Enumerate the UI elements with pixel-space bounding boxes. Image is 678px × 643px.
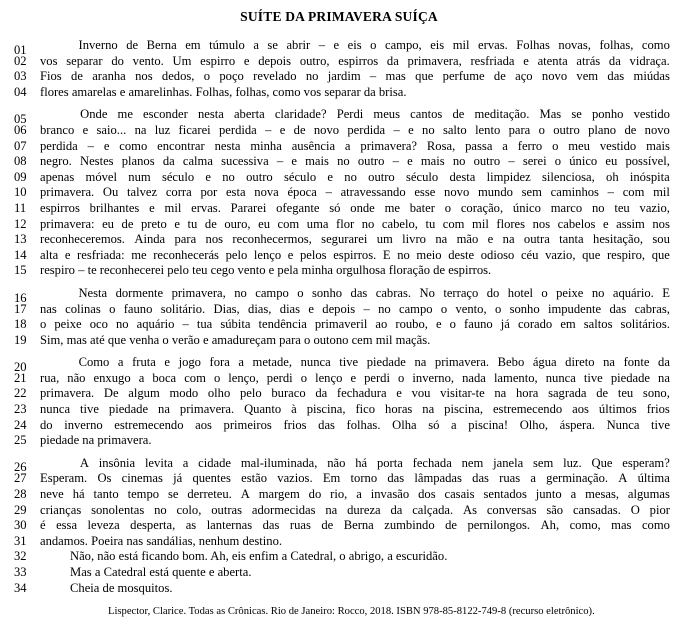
paragraph-gap bbox=[0, 449, 678, 456]
line-number: 12 bbox=[14, 216, 27, 231]
line-text: negro. Nestes planos da calma sucessiva – e mais no outro – e mais no outro – serei o único eu possível, bbox=[40, 154, 670, 169]
text-line bbox=[0, 534, 678, 550]
line-number: 24 bbox=[14, 417, 27, 432]
text-line bbox=[0, 263, 678, 279]
page-title: SUÍTE DA PRIMAVERA SUÍÇA bbox=[240, 9, 438, 24]
line-number: 09 bbox=[14, 169, 27, 184]
text-line bbox=[0, 317, 678, 333]
paragraph-gap bbox=[0, 348, 678, 355]
paragraph-indent bbox=[40, 456, 70, 472]
line-number: 28 bbox=[14, 487, 27, 502]
text-line bbox=[0, 54, 678, 70]
line-text: Nesta dormente primavera, no campo o sonho das cabras. No terraço do hotel o peixe no aquário. E bbox=[40, 286, 670, 302]
line-text: Mas a Catedral está quente e aberta. bbox=[70, 565, 252, 579]
line-text: A insônia levita a cidade mal-iluminada, não há porta fechada nem janela sem luz. Que esperam? bbox=[40, 456, 670, 472]
text-line bbox=[0, 123, 678, 139]
text-line bbox=[0, 386, 678, 402]
text-line bbox=[0, 201, 678, 217]
line-text: Inverno de Berna em túmulo a se abrir – e eis o campo, eis mil ervas. Folhas novas, folhas, como bbox=[40, 38, 670, 54]
text-line bbox=[0, 69, 678, 85]
text-line bbox=[0, 565, 678, 581]
line-text: Não, não está ficando bom. Ah, eis enfim a Catedral, o abrigo, a escuridão. bbox=[70, 549, 448, 564]
text-line bbox=[0, 418, 678, 434]
line-number: 21 bbox=[14, 370, 27, 385]
text-line bbox=[0, 549, 678, 565]
line-number: 11 bbox=[14, 200, 27, 215]
text-line bbox=[0, 455, 678, 475]
text-line bbox=[0, 503, 678, 519]
line-number: 23 bbox=[14, 402, 27, 417]
line-number: 02 bbox=[14, 53, 27, 68]
line-number: 22 bbox=[14, 386, 27, 401]
text-line bbox=[0, 371, 678, 387]
line-number: 01 bbox=[14, 42, 27, 57]
text-line bbox=[0, 248, 678, 264]
line-number: 08 bbox=[14, 154, 27, 169]
line-number: 31 bbox=[14, 533, 27, 548]
line-text: Sim, mas até que venha o verão e amadureçam para o outono cem mil maçãs. bbox=[40, 332, 431, 347]
line-number: 27 bbox=[14, 471, 27, 486]
line-text: Como a fruta e jogo fora a metade, nunca tive piedade na primavera. Bebo água direto na fonte da bbox=[40, 355, 670, 371]
line-text: vos separar do vento. Um espirro e depois outro, espirros da primavera, resfriada e atenta atrás da vidraça. bbox=[40, 53, 670, 68]
line-text: nunca tive piedade na primavera. Quanto à piscina, fico horas na piscina, estremecendo aos últimos frios bbox=[40, 402, 670, 417]
line-text: respiro – te reconhecerei pelo teu cego vento e pela minha orgulhosa floração de espirros. bbox=[40, 263, 492, 278]
line-text: Onde me esconder nesta aberta claridade? Perdi meus cantos de meditação. Mas se ponho vestido bbox=[40, 107, 670, 123]
text-line bbox=[0, 518, 678, 534]
text-line bbox=[0, 185, 678, 201]
text-line bbox=[0, 170, 678, 186]
line-number: 26 bbox=[14, 460, 27, 475]
line-number: 10 bbox=[14, 185, 27, 200]
line-number: 17 bbox=[14, 301, 27, 316]
text-line bbox=[0, 433, 678, 449]
line-text: flores amarelas e amarelinhas. Folhas, folhas, como vos separar da brisa. bbox=[40, 84, 407, 99]
line-number: 16 bbox=[14, 290, 27, 305]
line-number: 07 bbox=[14, 138, 27, 153]
line-text: branco e saio... na luz ficarei perdida – e de novo perdida – e no salto lento para o outro plano de novo bbox=[40, 122, 670, 137]
line-text: espirros brilhantes e mil ervas. Pararei ofegante só onde me bater o coração, único marco no teu vazio, bbox=[40, 200, 670, 215]
line-number: 06 bbox=[14, 122, 27, 137]
line-number: 15 bbox=[14, 263, 27, 278]
line-number: 03 bbox=[14, 69, 27, 84]
text-line bbox=[0, 487, 678, 503]
line-number: 18 bbox=[14, 317, 27, 332]
text-line bbox=[0, 38, 678, 57]
line-number: 14 bbox=[14, 247, 27, 262]
line-text: primavera. Ou talvez corra por esta nova época – atravessando esse novo mundo sem caminhos – com mil bbox=[40, 185, 670, 200]
line-number: 19 bbox=[14, 332, 27, 347]
line-text: Cheia de mosquitos. bbox=[70, 580, 173, 595]
text-line bbox=[0, 85, 678, 101]
text-line bbox=[0, 139, 678, 155]
text-line bbox=[0, 217, 678, 233]
line-text: Fios de aranha nos dedos, o poço revelado no jardim – mas que perfume de aço novo vem das miúdas bbox=[40, 69, 670, 84]
document-page bbox=[0, 8, 678, 643]
line-text: do inverno estremecendo aos primeiros frios das folhas. Olha só a piscina! Olho, áspera. Nunca tive bbox=[40, 417, 670, 432]
text-body bbox=[0, 38, 678, 596]
line-number: 05 bbox=[14, 111, 27, 126]
paragraph-indent bbox=[40, 286, 70, 302]
text-line bbox=[0, 285, 678, 305]
line-text: crianças sonolentas no colo, outras adormecidas na dureza da calçada. As conversas são cansadas. O pior bbox=[40, 502, 670, 517]
text-line bbox=[0, 302, 678, 318]
line-number: 04 bbox=[14, 84, 27, 99]
paragraph-gap bbox=[0, 279, 678, 286]
line-number: 34 bbox=[14, 580, 27, 595]
text-line bbox=[0, 471, 678, 487]
paragraph-indent bbox=[40, 107, 70, 123]
line-text: o peixe oco no aquário – tua súbita tendência primaveril ao roubo, e o fauno já corado em saltos solitários. bbox=[40, 317, 670, 332]
text-line bbox=[0, 402, 678, 418]
line-number: 29 bbox=[14, 502, 27, 517]
text-line bbox=[0, 581, 678, 597]
text-line bbox=[0, 333, 678, 349]
line-text: reconheceremos. Ainda para nos reconhecermos, segurarei um livro na mão e na outra tanta hesitação, sou bbox=[40, 232, 670, 247]
paragraph-indent bbox=[40, 38, 70, 54]
line-number: 33 bbox=[14, 565, 27, 579]
line-number: 20 bbox=[14, 359, 27, 374]
line-text: nas colinas o fauno solitário. Dias, dias, dias e depois – no campo o vento, o sonho impudente das cabras, bbox=[40, 301, 670, 316]
source-citation: Lispector, Clarice. Todas as Crônicas. Rio de Janeiro: Rocco, 2018. ISBN 978-85-8122-749-8 (recurso eletrônico). bbox=[108, 606, 595, 618]
line-number: 13 bbox=[14, 232, 27, 247]
text-line bbox=[0, 232, 678, 248]
line-text: alta e resfriada: me reconhecerás pelo lenço e pelos espirros. E no meio deste odioso céu vazio, que respiro, que bbox=[40, 247, 670, 262]
text-line bbox=[0, 154, 678, 170]
line-text: Esperam. Os cinemas já quentes estão vazios. Em torno das lâmpadas das ruas a germinação. A última bbox=[40, 471, 670, 486]
line-text: primavera. De algum modo olho pelo buraco da fechadura e vou visitar-te na hora sagrada de teu sono, bbox=[40, 386, 670, 401]
line-text: primavera: eu de preto e tu de ouro, eu com uma flor no cabelo, tu com mil flores nos cabelos e assim nos bbox=[40, 216, 670, 231]
line-text: neve há tanto tempo se derreteu. A margem do rio, a invasão dos casais sentados junto a mesas, algumas bbox=[40, 487, 670, 502]
line-number: 30 bbox=[14, 518, 27, 533]
paragraph-indent bbox=[40, 355, 70, 371]
text-line bbox=[0, 107, 678, 126]
line-text: rua, não enxugo a boca com o lenço, perdi o lenço e perdi o inverno, nada lamento, nunca tive piedade na bbox=[40, 370, 670, 385]
line-number: 32 bbox=[14, 549, 27, 564]
line-number: 25 bbox=[14, 433, 27, 448]
line-text: apenas móvel num século e no outro século e no outro século desta limpidez silenciosa, oh inóspita bbox=[40, 169, 670, 184]
paragraph-gap bbox=[0, 100, 678, 107]
line-text: piedade na primavera. bbox=[40, 433, 152, 448]
line-text: é essa leveza desperta, as lanternas das ruas de Berna zumbindo de pernilongos. Ah, como, mas como bbox=[40, 518, 670, 533]
line-text: perdida – e como encontrar nesta minha ausência a primavera? Rosa, passa a ferro o meu vestido mais bbox=[40, 138, 670, 153]
text-line bbox=[0, 355, 678, 374]
line-text: andamos. Poeira nas sandálias, nenhum destino. bbox=[40, 533, 283, 548]
